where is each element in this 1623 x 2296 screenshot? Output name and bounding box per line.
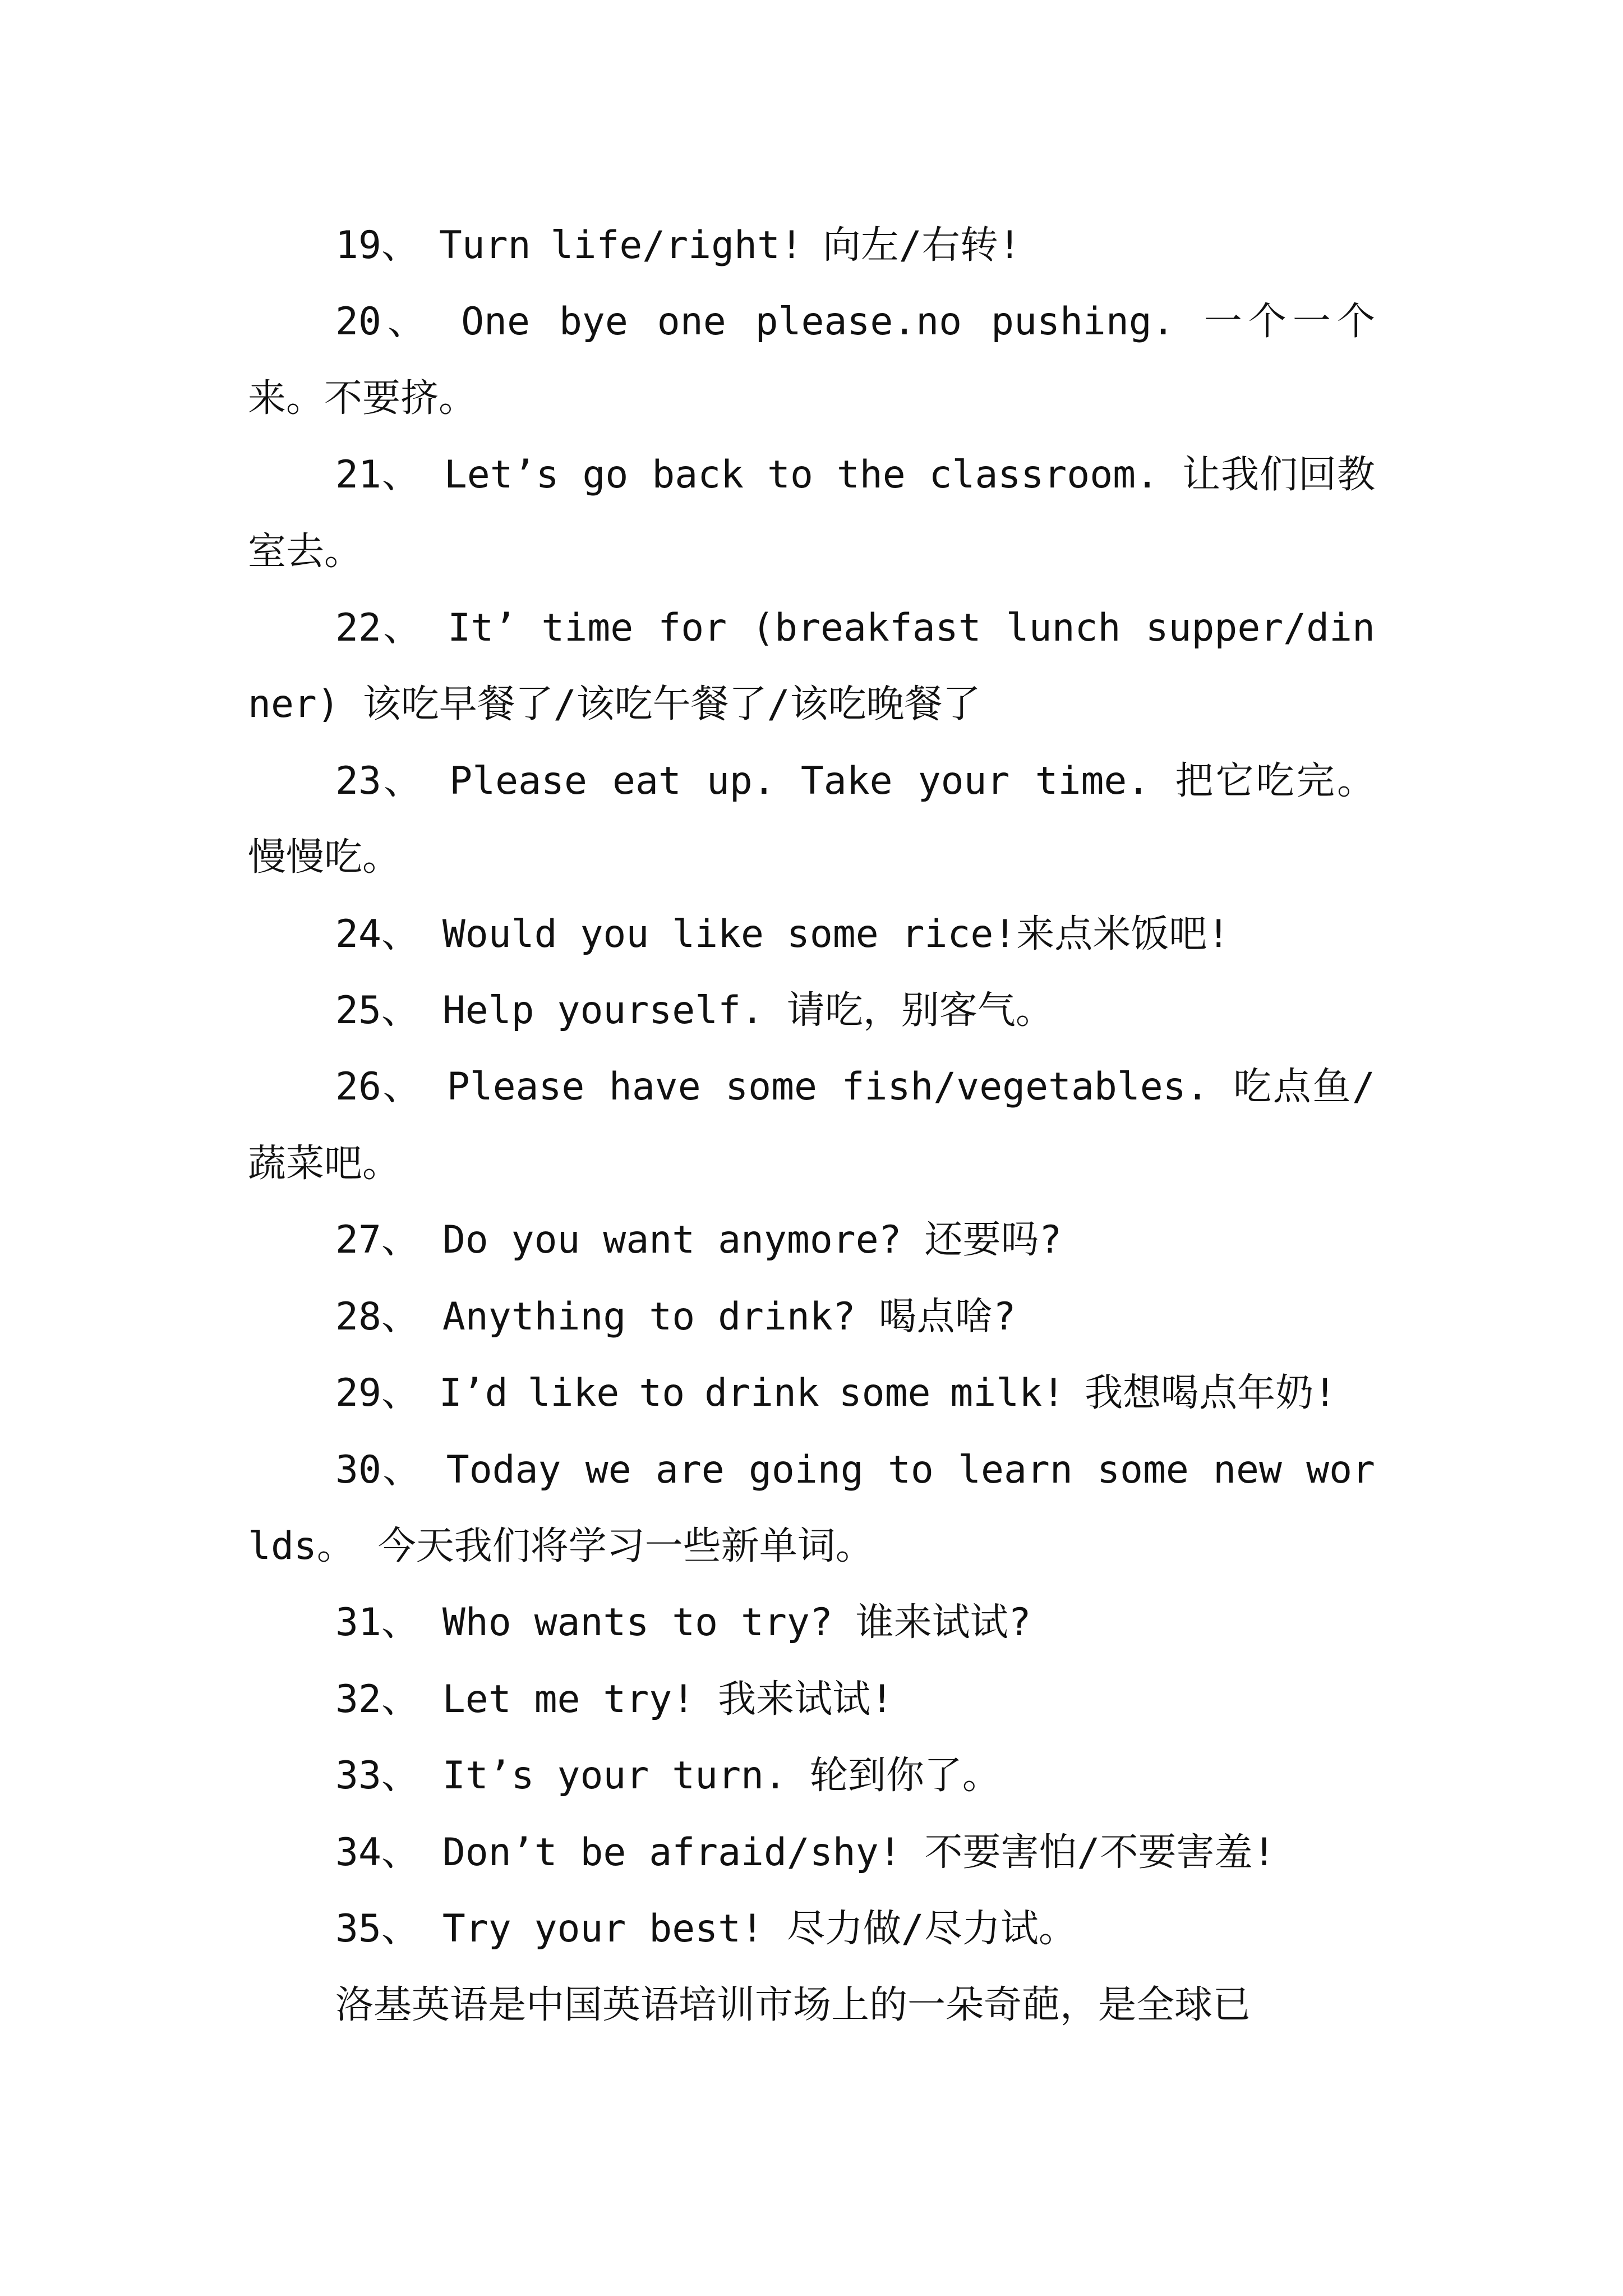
paragraph-28: 28、 Anything to drink? 喝点啥? bbox=[335, 1294, 1016, 1339]
paragraph-34: 34、 Don’t be afraid/shy! 不要害怕/不要害羞! bbox=[335, 1830, 1276, 1875]
paragraph-19: 19、 Turn life/right! 向左/右转! bbox=[335, 223, 1021, 268]
document-body bbox=[248, 208, 1375, 2044]
paragraph-29: 29、 I’d like to drink some milk! 我想喝点年奶! bbox=[335, 1371, 1337, 1416]
paragraph-24: 24、 Would you like some rice!来点米饭吧! bbox=[335, 912, 1230, 956]
paragraph-23: 23、 Please eat up. Take your time. 把它吃完。慢慢吃。 bbox=[248, 758, 1375, 880]
paragraph-33: 33、 It’s your turn. 轮到你了。 bbox=[335, 1754, 1000, 1798]
paragraph-30: 30、 Today we are going to learn some new worlds。 今天我们将学习一些新单词。 bbox=[248, 1447, 1375, 1568]
paragraph-35: 35、 Try your best! 尽力做/尽力试。 bbox=[335, 1906, 1077, 1951]
closing-paragraph: 洛基英语是中国英语培训市场上的一朵奇葩，是全球已 bbox=[335, 1983, 1251, 2028]
paragraph-21: 21、 Let’s go back to the classroom. 让我们回教室去。 bbox=[248, 453, 1375, 574]
paragraph-20: 20、 One bye one please.no pushing. 一个一个来。不要挤。 bbox=[248, 300, 1375, 421]
paragraph-22: 22、 It’ time for (breakfast lunch supper/dinner) 该吃早餐了/该吃午餐了/该吃晚餐了 bbox=[248, 606, 1375, 727]
paragraph-31: 31、 Who wants to try? 谁来试试? bbox=[335, 1600, 1031, 1645]
paragraph-32: 32、 Let me try! 我来试试! bbox=[335, 1677, 894, 1722]
paragraph-27: 27、 Do you want anymore? 还要吗? bbox=[335, 1218, 1062, 1263]
paragraph-26: 26、 Please have some fish/vegetables. 吃点鱼/蔬菜吧。 bbox=[248, 1065, 1375, 1186]
paragraph-25: 25、 Help yourself. 请吃，别客气。 bbox=[335, 988, 1054, 1033]
